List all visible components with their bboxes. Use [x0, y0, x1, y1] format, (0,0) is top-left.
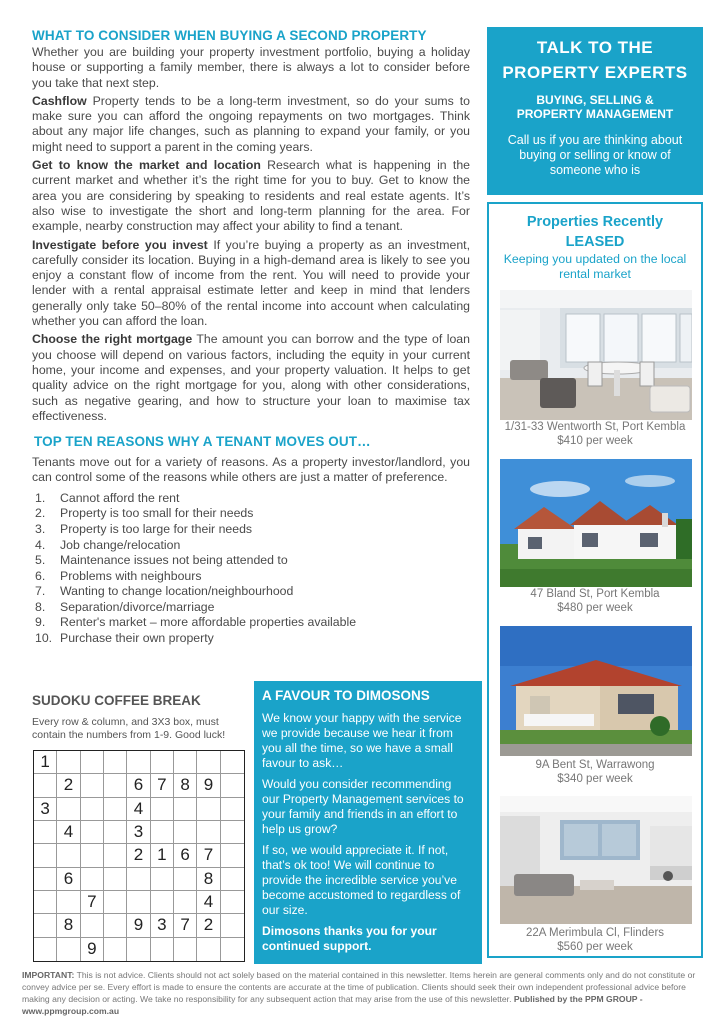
list-item: 7. Wanting to change location/neighbourhood	[35, 584, 294, 599]
sudoku-cell[interactable]	[151, 868, 174, 891]
article-intro: Whether you are building your property investment portfolio, buying a holiday house or supporting a family member, there is always a lot to consider before you take that next step.	[32, 45, 470, 90]
sudoku-cell[interactable]	[174, 798, 197, 821]
sudoku-cell[interactable]: 3	[151, 914, 174, 937]
sudoku-cell[interactable]	[174, 868, 197, 891]
sudoku-cell[interactable]	[34, 891, 57, 914]
sudoku-cell[interactable]	[151, 938, 174, 961]
sudoku-cell[interactable]: 2	[197, 914, 220, 937]
section-text: Research what is happening in the current market and whether it’s the right time for you to buy. Get to know the area you are considering by speaking to residents and real estate agents. It’s also wise to investigate the short and long-term planning for the area. For example, nearby construction may affect your ability to find a tenant.	[32, 158, 470, 234]
sudoku-cell[interactable]	[57, 938, 80, 961]
sudoku-cell[interactable]	[197, 751, 220, 774]
sudoku-cell[interactable]: 1	[151, 844, 174, 867]
tenant-reasons-list	[32, 491, 470, 647]
property-photo-interior	[500, 290, 692, 420]
sudoku-cell[interactable]	[34, 868, 57, 891]
sudoku-cell[interactable]	[104, 938, 127, 961]
section-heading: Get to know the market and location	[32, 158, 261, 173]
sudoku-cell[interactable]: 7	[81, 891, 104, 914]
sudoku-cell[interactable]: 2	[57, 774, 80, 797]
sudoku-cell[interactable]	[104, 821, 127, 844]
sudoku-cell[interactable]	[151, 821, 174, 844]
leased-title: Properties Recently LEASED	[526, 214, 664, 250]
property-photo-brick-house	[500, 626, 692, 756]
sudoku-cell[interactable]	[127, 751, 150, 774]
list-item: 4. Job change/relocation	[35, 537, 181, 552]
sudoku-cell[interactable]	[34, 821, 57, 844]
talk-subtitle: BUYING, SELLING & PROPERTY MANAGEMENT	[516, 93, 674, 121]
sudoku-cell[interactable]	[221, 798, 244, 821]
sudoku-cell[interactable]	[221, 914, 244, 937]
section-text: The amount you can borrow and the type of loan you choose will depend on various factors, including the equity in your current home, your income and expenses, and your property valuation. It helps to get quality advice on the right mortgage for you, along with other considerations, such as negative gearing, and how to structure your loan to maximise tax effectiveness.	[32, 332, 470, 423]
sudoku-cell[interactable]	[104, 868, 127, 891]
favour-paragraph: If so, we would appreciate it. If not, that’s ok too! We will continue to provide the incredible service you’ve become accustomed to regardless of our size.	[262, 843, 461, 917]
property-caption: 47 Bland St, Port Kembla $480 per week	[530, 588, 660, 614]
sudoku-cell[interactable]	[81, 798, 104, 821]
sudoku-cell[interactable]: 7	[197, 844, 220, 867]
sudoku-cell[interactable]	[81, 751, 104, 774]
sudoku-cell[interactable]	[57, 798, 80, 821]
sudoku-cell[interactable]: 7	[174, 914, 197, 937]
list-item: 3. Property is too large for their needs	[35, 521, 253, 536]
sudoku-cell[interactable]	[151, 751, 174, 774]
list-item: 1. Cannot afford the rent	[35, 490, 180, 505]
sudoku-cell[interactable]: 4	[127, 798, 150, 821]
tenant-title: TOP TEN REASONS WHY A TENANT MOVES OUT…	[34, 434, 371, 450]
favour-paragraph: Would you consider recommending our Property Management services to your family and friends in an effort to help us grow?	[262, 777, 464, 836]
sudoku-cell[interactable]: 9	[81, 938, 104, 961]
sudoku-cell[interactable]: 6	[174, 844, 197, 867]
sudoku-instructions: Every row & column, and 3X3 box, must contain the numbers from 1-9. Good luck!	[32, 716, 226, 741]
sudoku-cell[interactable]	[104, 914, 127, 937]
property-caption: 9A Bent St, Warrawong $340 per week	[535, 759, 655, 785]
sudoku-cell[interactable]	[174, 891, 197, 914]
sudoku-cell[interactable]: 3	[127, 821, 150, 844]
talk-text: Call us if you are thinking about buying or selling or know of someone who is	[507, 133, 683, 177]
footer-publisher: Published by the PPM GROUP - www.ppmgroup.com.au	[22, 994, 643, 1016]
list-item: 9. Renter's market – more affordable properties available	[35, 615, 357, 630]
footer-text: This is not advice. Clients should not act solely based on the material contained in this newsletter. Items herein are general comments only and do not constitute or convey advice per se. Every effort is made to ensure the contents are accurate at the time of publication. Clients should seek their own independent professional advice before making any decision or acting. We take no responsibility for any subsequent action that may arise from the use of this newsletter.	[22, 970, 696, 1004]
sudoku-cell[interactable]	[151, 798, 174, 821]
sudoku-cell[interactable]	[127, 868, 150, 891]
footer-disclaimer	[22, 969, 706, 1017]
favour-title: A FAVOUR TO DIMOSONS	[262, 688, 430, 703]
sudoku-cell[interactable]	[104, 774, 127, 797]
sudoku-cell[interactable]: 9	[197, 774, 220, 797]
sudoku-cell[interactable]	[57, 844, 80, 867]
sudoku-cell[interactable]	[81, 844, 104, 867]
sudoku-cell[interactable]: 8	[174, 774, 197, 797]
sudoku-cell[interactable]	[81, 868, 104, 891]
article-section-mortgage	[32, 332, 470, 424]
section-heading: Cashflow	[32, 93, 87, 108]
property-caption: 22A Merimbula Cl, Flinders $560 per week	[525, 927, 665, 953]
sudoku-cell[interactable]: 8	[197, 868, 220, 891]
sudoku-cell[interactable]	[127, 938, 150, 961]
favour-thanks: Dimosons thanks you for your continued support.	[262, 924, 437, 953]
sudoku-cell[interactable]	[104, 751, 127, 774]
sudoku-cell[interactable]	[197, 938, 220, 961]
sudoku-cell[interactable]	[221, 751, 244, 774]
favour-paragraph: We know your happy with the service we provide because we hear it from you all the time, so we have a small favour to ask…	[262, 711, 462, 770]
sudoku-cell[interactable]	[197, 821, 220, 844]
sudoku-cell[interactable]: 2	[127, 844, 150, 867]
section-text: If you’re buying a property as an investment, carefully consider its location. Buying in a high-demand area is likely to see you enjoy a constant flow of income from the rent. You will need to provide your lender with a rental appraisal estimate letter and keep in mind that lenders generally only take 50–80% of the rental income into account when calculating whether you can afford the loan.	[32, 237, 470, 329]
sudoku-cell[interactable]	[81, 914, 104, 937]
sudoku-cell[interactable]	[104, 798, 127, 821]
sudoku-cell[interactable]: 3	[34, 798, 57, 821]
leased-subtitle: Keeping you updated on the local rental market	[503, 252, 687, 281]
sudoku-cell[interactable]: 1	[34, 751, 57, 774]
sudoku-cell[interactable]	[197, 798, 220, 821]
sudoku-cell[interactable]	[221, 891, 244, 914]
sudoku-cell[interactable]	[34, 774, 57, 797]
favour-box	[254, 681, 482, 964]
article-section-cashflow	[32, 94, 470, 155]
talk-title: TALK TO THE PROPERTY EXPERTS	[502, 38, 688, 82]
sudoku-cell[interactable]	[221, 868, 244, 891]
sudoku-cell[interactable]: 4	[197, 891, 220, 914]
sudoku-grid	[33, 750, 245, 962]
section-text: Property tends to be a long-term investment, so do your sums to make sure you can afford the ongoing repayments on two mortgages. Think about any major life changes, such as planning to expand your family, or you might need to support a parent in the coming years.	[32, 93, 470, 154]
sudoku-cell[interactable]	[104, 844, 127, 867]
sudoku-cell[interactable]	[57, 751, 80, 774]
section-heading: Choose the right mortgage	[32, 332, 193, 347]
section-heading: Investigate before you invest	[32, 237, 208, 252]
property-photo-living-room	[500, 796, 692, 924]
sudoku-cell[interactable]	[34, 914, 57, 937]
sudoku-cell[interactable]: 6	[57, 868, 80, 891]
sudoku-cell[interactable]	[174, 821, 197, 844]
properties-leased-box	[487, 202, 703, 958]
sudoku-cell[interactable]	[174, 938, 197, 961]
sudoku-cell[interactable]	[34, 938, 57, 961]
list-item: 10. Purchase their own property	[35, 631, 214, 646]
sudoku-cell[interactable]	[34, 844, 57, 867]
sudoku-cell[interactable]	[104, 891, 127, 914]
sudoku-cell[interactable]	[151, 891, 174, 914]
tenant-intro: Tenants move out for a variety of reasons. As a property investor/landlord, you can control some of the reasons while others are just a matter of preference.	[32, 455, 470, 485]
list-item: 6. Problems with neighbours	[35, 568, 202, 583]
list-item: 2. Property is too small for their needs	[35, 506, 254, 521]
list-item: 8. Separation/divorce/marriage	[35, 599, 215, 614]
sudoku-cell[interactable]	[57, 891, 80, 914]
sudoku-title: SUDOKU COFFEE BREAK	[32, 693, 201, 708]
sudoku-cell[interactable]: 4	[57, 821, 80, 844]
sudoku-cell[interactable]: 6	[127, 774, 150, 797]
property-photo-cottage	[500, 459, 692, 587]
sudoku-cell[interactable]: 7	[151, 774, 174, 797]
sudoku-cell[interactable]: 8	[57, 914, 80, 937]
sudoku-cell[interactable]	[221, 821, 244, 844]
talk-to-experts-box	[487, 27, 703, 195]
sudoku-cell[interactable]	[221, 774, 244, 797]
list-item: 5. Maintenance issues not being attended to	[35, 553, 288, 568]
property-caption: 1/31-33 Wentworth St, Port Kembla $410 per week	[504, 421, 686, 447]
sudoku-cell[interactable]	[221, 938, 244, 961]
sudoku-cell[interactable]	[174, 751, 197, 774]
article-section-market	[32, 158, 470, 234]
footer-label: IMPORTANT:	[22, 970, 75, 980]
sudoku-cell[interactable]	[81, 774, 104, 797]
article-section	[32, 28, 470, 647]
article-title: WHAT TO CONSIDER WHEN BUYING A SECOND PROPERTY	[32, 28, 427, 43]
sudoku-cell[interactable]	[221, 844, 244, 867]
sudoku-cell[interactable]	[81, 821, 104, 844]
sudoku-cell[interactable]	[127, 891, 150, 914]
sudoku-cell[interactable]: 9	[127, 914, 150, 937]
article-section-investigate	[32, 238, 470, 330]
